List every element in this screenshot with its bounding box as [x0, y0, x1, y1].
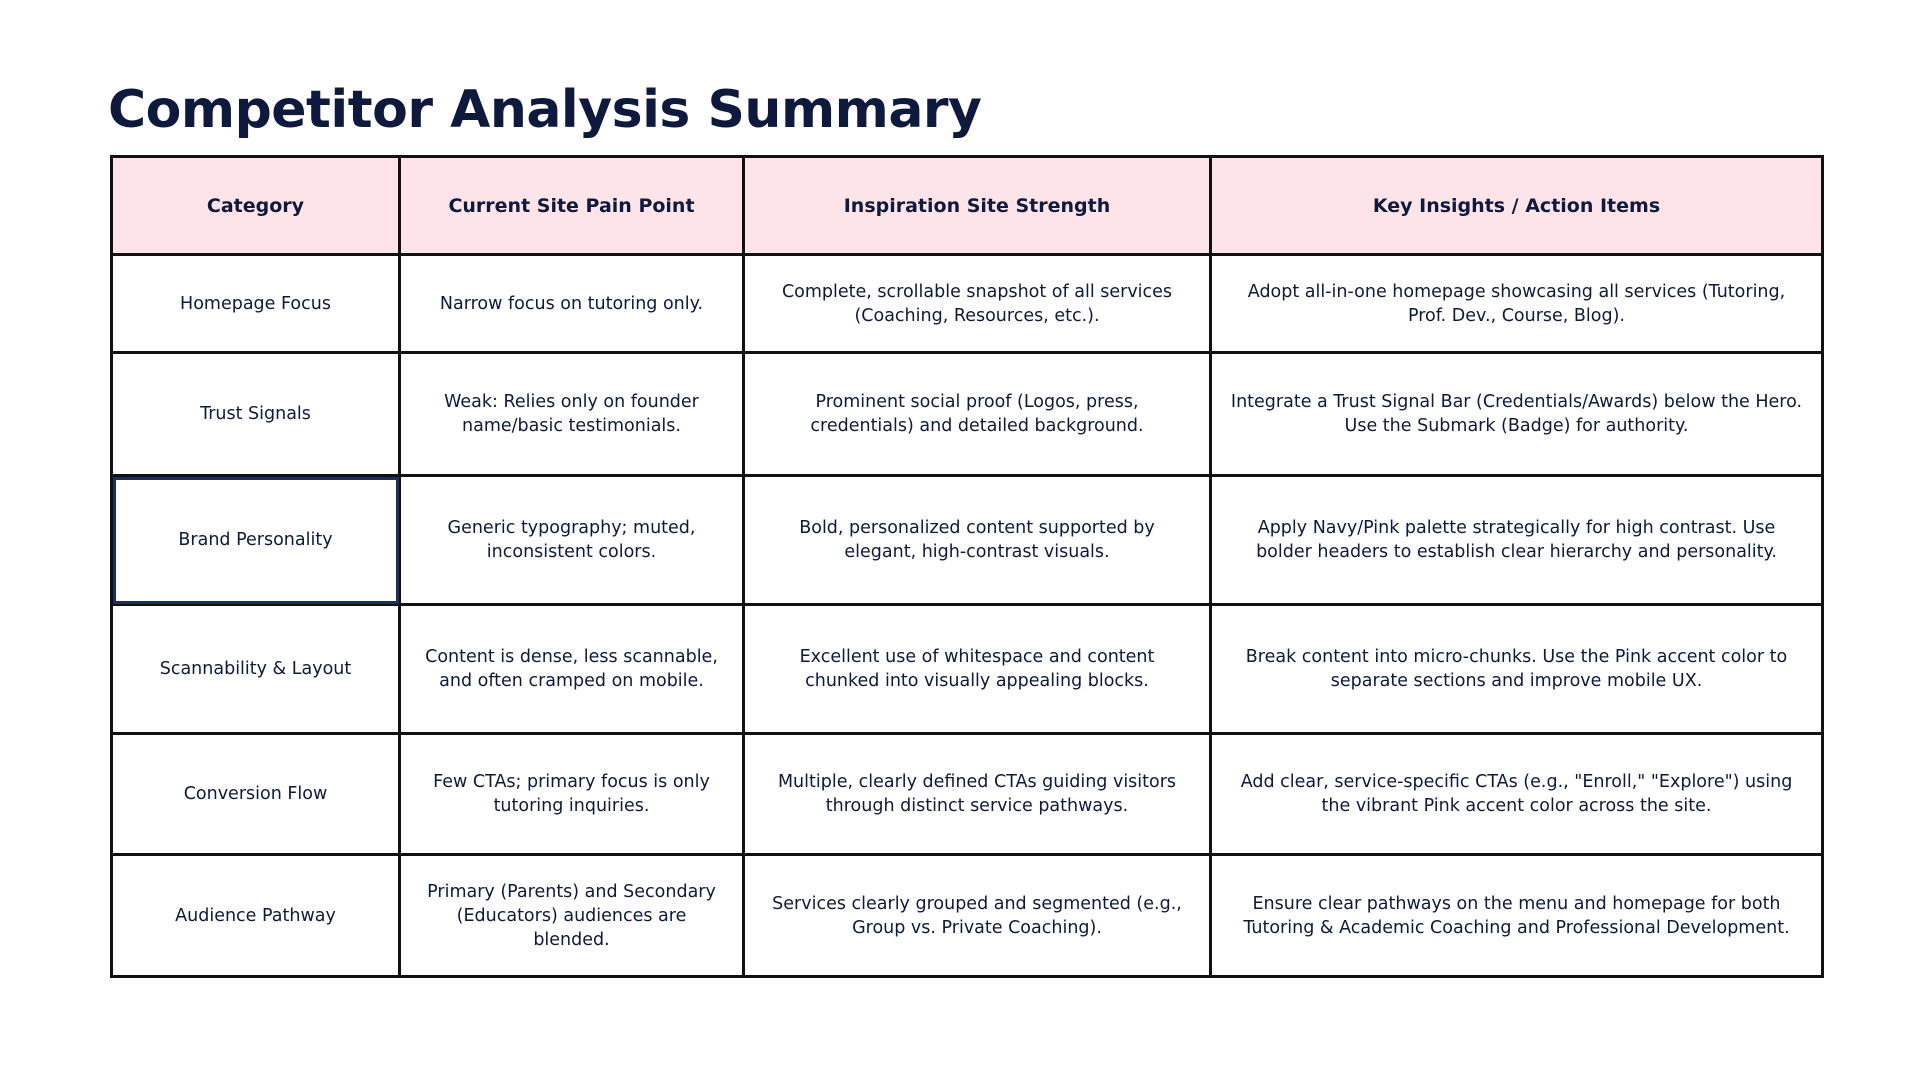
header-insights: Key Insights / Action Items [1211, 157, 1823, 255]
cell-strength[interactable]: Excellent use of whitespace and content chunked into visually appealing blocks. [744, 605, 1211, 734]
header-strength: Inspiration Site Strength [744, 157, 1211, 255]
cell-insights[interactable]: Integrate a Trust Signal Bar (Credentials/Awards) below the Hero. Use the Submark (Badge) for authority. [1211, 353, 1823, 476]
cell-insights[interactable]: Ensure clear pathways on the menu and homepage for both Tutoring & Academic Coaching and Professional Development. [1211, 855, 1823, 977]
cell-category[interactable]: Conversion Flow [112, 734, 400, 855]
page-title: Competitor Analysis Summary [108, 80, 982, 140]
table-row [112, 734, 1823, 855]
cell-insights[interactable]: Adopt all-in-one homepage showcasing all services (Tutoring, Prof. Dev., Course, Blog). [1211, 255, 1823, 353]
cell-insights[interactable]: Add clear, service-specific CTAs (e.g., "Enroll," "Explore") using the vibrant Pink accent color across the site. [1211, 734, 1823, 855]
cell-pain-point[interactable]: Primary (Parents) and Secondary (Educators) audiences are blended. [400, 855, 744, 977]
table-row [112, 353, 1823, 476]
cell-strength[interactable]: Prominent social proof (Logos, press, credentials) and detailed background. [744, 353, 1211, 476]
cell-category[interactable]: Homepage Focus [112, 255, 400, 353]
cell-category[interactable]: Trust Signals [112, 353, 400, 476]
cell-pain-point[interactable]: Few CTAs; primary focus is only tutoring inquiries. [400, 734, 744, 855]
table-header-row [112, 157, 1823, 255]
header-category: Category [112, 157, 400, 255]
cell-category-selected[interactable]: Brand Personality [112, 476, 400, 605]
cell-category[interactable]: Audience Pathway [112, 855, 400, 977]
cell-pain-point[interactable]: Weak: Relies only on founder name/basic testimonials. [400, 353, 744, 476]
table-row [112, 605, 1823, 734]
competitor-analysis-table [110, 155, 1824, 978]
cell-strength[interactable]: Complete, scrollable snapshot of all services (Coaching, Resources, etc.). [744, 255, 1211, 353]
table-row [112, 476, 1823, 605]
cell-pain-point[interactable]: Generic typography; muted, inconsistent colors. [400, 476, 744, 605]
cell-strength[interactable]: Multiple, clearly defined CTAs guiding visitors through distinct service pathways. [744, 734, 1211, 855]
header-pain-point: Current Site Pain Point [400, 157, 744, 255]
cell-strength[interactable]: Services clearly grouped and segmented (e.g., Group vs. Private Coaching). [744, 855, 1211, 977]
cell-insights[interactable]: Break content into micro-chunks. Use the Pink accent color to separate sections and improve mobile UX. [1211, 605, 1823, 734]
cell-strength[interactable]: Bold, personalized content supported by elegant, high-contrast visuals. [744, 476, 1211, 605]
cell-insights[interactable]: Apply Navy/Pink palette strategically for high contrast. Use bolder headers to establish clear hierarchy and personality. [1211, 476, 1823, 605]
table-row [112, 255, 1823, 353]
cell-category[interactable]: Scannability & Layout [112, 605, 400, 734]
cell-pain-point[interactable]: Content is dense, less scannable, and often cramped on mobile. [400, 605, 744, 734]
table-row [112, 855, 1823, 977]
cell-pain-point[interactable]: Narrow focus on tutoring only. [400, 255, 744, 353]
